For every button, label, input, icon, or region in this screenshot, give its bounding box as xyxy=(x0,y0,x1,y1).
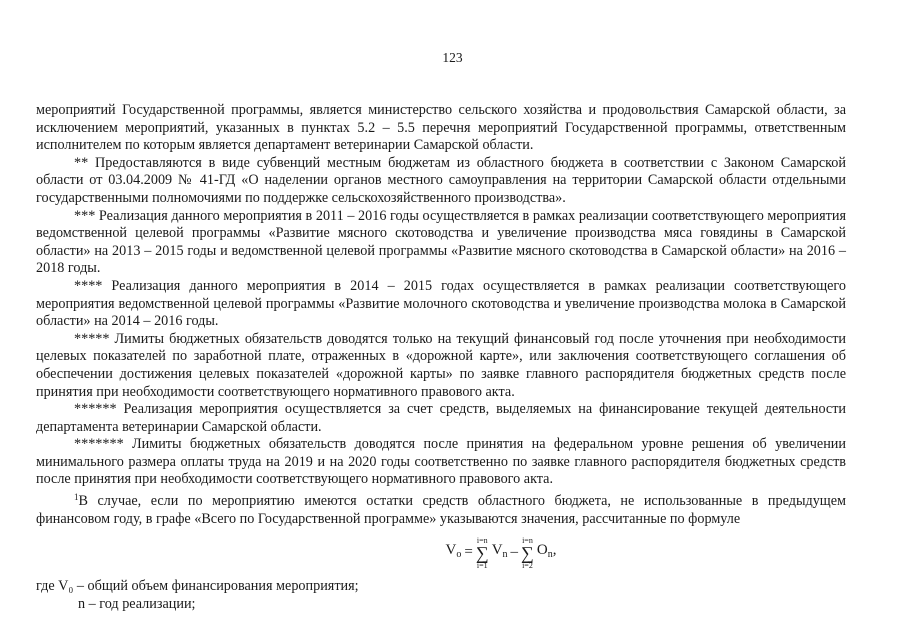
footnote-1 xyxy=(36,489,846,528)
formula-minus: – xyxy=(510,544,519,561)
formula-equals: = xyxy=(464,544,473,561)
footnote-1-text: В случае, если по мероприятию имеются остатки средств областного бюджета, не использованные в предыдущем финансовом году, в графе «Всего по Государственной программе» указываются значения, рассчитанные по формуле xyxy=(36,493,846,527)
paragraph-continuation: мероприятий Государственной программы, является министерство сельского хозяйства и продовольствия Самарской области, за исключением мероприятий, указанных в пунктах 5.2 – 5.5 перечня мероприятий Государственной программы, ответственным исполнителем по которым является департамент ветеринарии Самарской области. xyxy=(36,102,846,154)
document-body xyxy=(36,102,846,613)
definition-vo: где V₀ – общий объем финансирования мероприятия; xyxy=(36,578,359,595)
footnote-3-star: *** Реализация данного мероприятия в 2011 – 2016 годы осуществляется в рамках реализации соответствующего мероприятия ведомственной целевой программы «Развитие мясного скотоводства и увеличение производства мяса говядины в Самарской области» на 2013 – 2015 годы и ведомственной целевой программы «Развитие мясного скотоводства в Самарской области» на 2016 – 2018 годы. xyxy=(36,207,846,277)
formula-term-2: $O_n$, xyxy=(536,542,557,561)
formula-lhs: $V_o$ xyxy=(445,542,462,561)
page-number: 123 xyxy=(442,50,463,65)
formula-term-1: $V_n$ xyxy=(491,542,508,561)
formula-definitions xyxy=(36,578,846,613)
footnote-marker: 1 xyxy=(74,492,79,503)
footnote-5-star: ***** Лимиты бюджетных обязательств доводятся только на текущий финансовый год после уточнения при необходимости целевых показателей по заработной плате, отраженных в «дорожной карте», или заключения соответствующего соглашения об обеспечении достижения целевых показателей «дорожной карты» по заявке главного распорядителя бюджетных средств после принятия при необходимости соответствующего нормативного правового акта. xyxy=(36,330,846,400)
footnote-4-star: **** Реализация данного мероприятия в 2014 – 2015 годах осуществляется в рамках реализации соответствующего мероприятия ведомственной целевой программы «Развитие молочного скотоводства и увеличение производства молока в Самарской области» на 2014 – 2016 годы. xyxy=(36,277,846,330)
footnote-2-star: ** Предоставляются в виде субвенций местным бюджетам из областного бюджета в соответствии с Законом Самарской области от 03.04.2009 № 41-ГД «О наделении органов местного самоуправления на территории Самарской области отдельными государственными полномочиями по поддержке сельскохозяйственного производства». xyxy=(36,154,846,206)
formula xyxy=(36,528,846,578)
definition-n: n – год реализации; xyxy=(78,595,196,612)
footnote-6-star: ****** Реализация мероприятия осуществляется за счет средств, выделяемых на финансирование текущей деятельности департамента ветеринарии Самарской области. xyxy=(36,401,846,435)
footnote-7-star: ******* Лимиты бюджетных обязательств доводятся после принятия на федеральном уровне решения об увеличении минимального размера оплаты труда на 2019 и на 2020 годы соответственно по заявке главного распорядителя бюджетных средств после принятия при необходимости соответствующего нормативного правового акта. xyxy=(36,436,846,488)
formula-sum-1: i=n ∑ i=1 xyxy=(475,535,489,570)
formula-sum-2: i=n ∑ i=2 xyxy=(521,535,534,570)
